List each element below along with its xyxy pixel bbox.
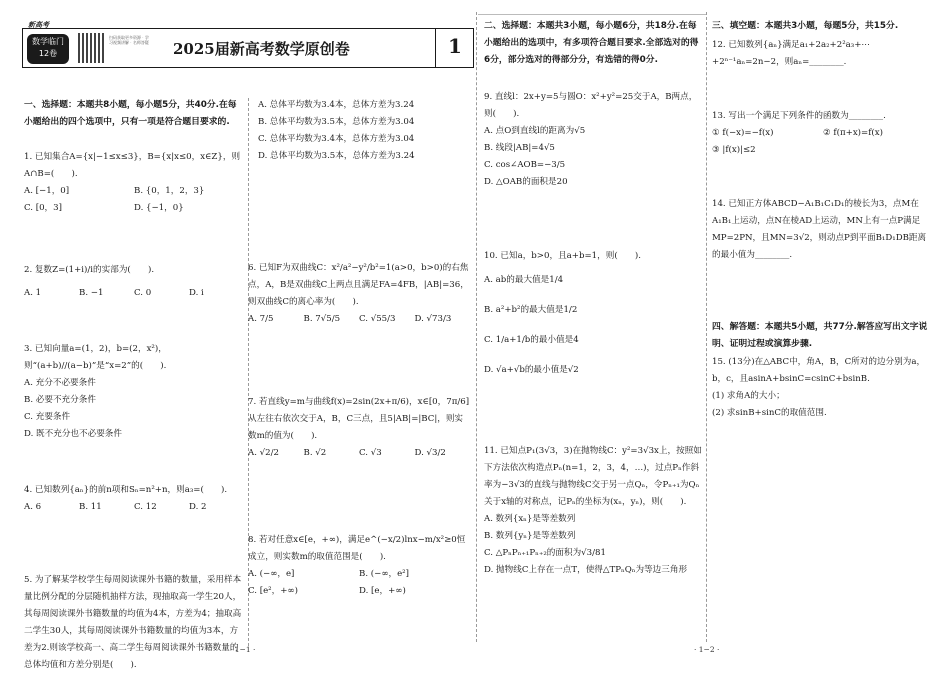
series-badge: 数学临门12卷 xyxy=(27,34,69,64)
q7-option-d[interactable]: D. √3/2 xyxy=(414,448,446,458)
q1-option-d[interactable]: D. {−1，0} xyxy=(134,203,184,213)
q4-option-d[interactable]: D. 2 xyxy=(189,502,207,512)
q12-stem: 12. 已知数列{aₙ}满足a₁+2a₂+2²a₃+⋯+2ⁿ⁻¹aₙ=2n−2，则aₙ=________. xyxy=(712,40,871,67)
question-6 xyxy=(248,260,470,328)
q6-option-c[interactable]: C. √55/3 xyxy=(359,314,396,324)
q7-stem: 7. 若直线y=m与曲线f(x)=2sin(2x+π/6)，x∈[0，7π/6]从左往右依次交于A，B，C三点，且5|AB|=|BC|，则实数m的值为( ). xyxy=(248,397,470,441)
q13-stem: 13. 写出一个满足下列条件的函数为________. xyxy=(712,111,886,121)
page-footer-right: · 1−2 · xyxy=(694,645,720,654)
q7-option-a[interactable]: A. √2/2 xyxy=(248,448,279,458)
question-9 xyxy=(484,89,702,191)
q1-option-b[interactable]: B. {0，1，2，3} xyxy=(134,186,205,196)
q9-option-d[interactable]: D. △OAB的面积是20 xyxy=(484,177,568,187)
question-5-options xyxy=(258,97,470,165)
q5-option-b[interactable]: B. 总体平均数为3.5本，总体方差为3.04 xyxy=(258,117,415,127)
brand-label: 新高考 xyxy=(28,21,49,29)
q6-option-d[interactable]: D. √73/3 xyxy=(414,314,452,324)
question-12 xyxy=(712,37,934,71)
q2-option-a[interactable]: A. 1 xyxy=(24,288,42,298)
question-8 xyxy=(248,532,470,600)
q11-option-b[interactable]: B. 数列{yₙ}是等差数列 xyxy=(484,531,576,541)
q3-stem: 3. 已知向量a=(1，2)，b=(2，x²)，则“(a+b)//(a−b)”是“x=2”的( ). xyxy=(24,344,167,371)
q5-stem: 5. 为了解某学校学生每周阅读课外书籍的数量，采用样本量比例分配的分层随机抽样方法，现抽取高一学生20人，其每周阅读课外书籍数量的均值为4本，方差为4；抽取高二学生30人，其每周阅读课外书籍数量的均值为3本，方差为2.则该学校高一、高二学生每周阅读课外书籍数量的总体均值和方差分别是( ). xyxy=(24,575,242,670)
q10-option-a[interactable]: A. ab的最大值是1/4 xyxy=(484,275,564,285)
q10-option-b[interactable]: B. a²+b²的最大值是1/2 xyxy=(484,305,578,315)
qr-code-icon xyxy=(78,33,104,63)
q10-option-c[interactable]: C. 1/a+1/b的最小值是4 xyxy=(484,335,579,345)
q10-option-d[interactable]: D. √a+√b的最小值是√2 xyxy=(484,365,579,375)
section1-heading: 一、选择题：本题共8小题，每小题5分，共40分.在每小题给出的四个选项中，只有一项是符合题目要求的. xyxy=(24,100,237,127)
q8-stem: 8. 若对任意x∈[e，+∞)，满足e^(−x/2)lnx−m/x²≥0恒成立，则实数m的取值范围是( ). xyxy=(248,535,466,562)
q8-option-a[interactable]: A. (−∞，e] xyxy=(248,569,295,579)
section3-heading: 三、填空题：本题共3小题，每题5分，共15分. xyxy=(712,21,899,31)
q9-option-c[interactable]: C. cos∠AOB=−3/5 xyxy=(484,160,566,170)
q8-option-c[interactable]: C. [e²，+∞) xyxy=(248,586,298,596)
q8-option-d[interactable]: D. [e，+∞) xyxy=(359,586,406,596)
section4-heading: 四、解答题：本题共5小题，共77分.解答应写出文字说明、证明过程或演算步骤. xyxy=(712,322,928,349)
qr-caption: 扫码获取更多资源 · 学习视频讲解 · 名师答疑 xyxy=(109,35,149,45)
question-3 xyxy=(24,341,244,443)
section3-heading-block xyxy=(712,18,934,35)
paper-header xyxy=(22,28,474,68)
question-14 xyxy=(712,196,934,264)
q4-option-b[interactable]: B. 11 xyxy=(79,502,102,512)
q8-option-b[interactable]: B. (−∞，e²] xyxy=(359,569,409,579)
q13-condition-1: ① f(−x)=−f(x) xyxy=(712,128,774,138)
q9-stem: 9. 直线l：2x+y=5与圆O：x²+y²=25交于A，B两点，则( ). xyxy=(484,92,698,119)
question-2 xyxy=(24,262,244,302)
q1-option-c[interactable]: C. [0，3] xyxy=(24,203,62,213)
q2-stem: 2. 复数Z=(1+i)/i的实部为( ). xyxy=(24,265,155,275)
page-divider xyxy=(476,12,477,642)
q2-option-c[interactable]: C. 0 xyxy=(134,288,152,298)
q3-option-a[interactable]: A. 充分不必要条件 xyxy=(24,378,96,388)
q9-option-a[interactable]: A. 点O到直线l的距离为√5 xyxy=(484,126,586,136)
q13-condition-2: ② f(π+x)=f(x) xyxy=(823,128,883,138)
q9-option-b[interactable]: B. 线段|AB|=4√5 xyxy=(484,143,555,153)
question-10 xyxy=(484,248,702,385)
q7-option-c[interactable]: C. √3 xyxy=(359,448,382,458)
q15-part-2: (2) 求sinB+sinC的取值范围. xyxy=(712,408,827,418)
q5-option-d[interactable]: D. 总体平均数为3.5本，总体方差为3.24 xyxy=(258,151,415,161)
section2-heading-block xyxy=(484,18,702,69)
q13-condition-3: ③ |f(x)|≤2 xyxy=(712,145,756,155)
page-footer-left: · 1−1 · xyxy=(230,645,256,654)
page-number: 1 xyxy=(448,34,462,58)
q1-option-a[interactable]: A. [−1，0] xyxy=(24,186,70,196)
q3-option-c[interactable]: C. 充要条件 xyxy=(24,412,71,422)
q3-option-b[interactable]: B. 必要不充分条件 xyxy=(24,395,96,405)
q5-option-a[interactable]: A. 总体平均数为3.4本，总体方差为3.24 xyxy=(258,100,415,110)
q11-option-c[interactable]: C. △PₙPₙ₊₁Pₙ₊₂的面积为√3/81 xyxy=(484,548,606,558)
section2-heading: 二、选择题：本题共3小题，每小题6分，共18分.在每小题给出的选项中，有多项符合题目要求.全部选对的得6分，部分选对的得部分分，有选错的得0分. xyxy=(484,21,699,65)
section1-heading-block xyxy=(24,97,244,131)
q3-option-d[interactable]: D. 既不充分也不必要条件 xyxy=(24,429,122,439)
q10-stem: 10. 已知a，b>0，且a+b=1，则( ). xyxy=(484,251,641,261)
q11-option-d[interactable]: D. 抛物线C上存在一点T，使得△TPₙQₙ为等边三角形 xyxy=(484,565,688,575)
q5-option-c[interactable]: C. 总体平均数为3.4本，总体方差为3.04 xyxy=(258,134,415,144)
q4-option-c[interactable]: C. 12 xyxy=(134,502,157,512)
q6-stem: 6. 已知F为双曲线C：x²/a²−y²/b²=1(a>0，b>0)的右焦点，A，B是双曲线C上两点且满足FA=4FB，|AB|=36，则双曲线C的离心率为( ). xyxy=(248,263,469,307)
q6-option-a[interactable]: A. 7/5 xyxy=(248,314,274,324)
q6-option-b[interactable]: B. 7√5/5 xyxy=(303,314,341,324)
q2-option-b[interactable]: B. −1 xyxy=(79,288,104,298)
q11-option-a[interactable]: A. 数列{xₙ}是等差数列 xyxy=(484,514,576,524)
q2-option-d[interactable]: D. i xyxy=(189,288,204,298)
column-divider xyxy=(706,12,707,642)
paper-title: 2025届新高考数学原创卷 xyxy=(173,40,350,58)
section4-heading-block xyxy=(712,319,934,353)
question-11 xyxy=(484,443,702,579)
q15-part-1: (1) 求角A的大小； xyxy=(712,391,785,401)
question-7 xyxy=(248,394,470,462)
question-13 xyxy=(712,108,934,159)
top-rule xyxy=(478,14,706,15)
question-1 xyxy=(24,149,244,217)
q1-stem: 1. 已知集合A={x|−1≤x≤3}，B={x|x≤0，x∈Z}，则A∩B=( ). xyxy=(24,152,241,179)
question-4 xyxy=(24,482,244,516)
q4-stem: 4. 已知数列{aₙ}的前n项和Sₙ=n²+n，则a₃=( ). xyxy=(24,485,228,495)
question-15 xyxy=(712,354,934,422)
q11-stem: 11. 已知点P₁(3√3，3)在抛物线C：y²=3√3x上，按照如下方法依次构造点Pₙ(n=1，2，3，4，…)，过点Pₙ作斜率为−3√3的直线与抛物线C交于另一点Qₙ，令Pₙ₊₁为Qₙ关于x轴的对称点，记Pₙ的坐标为(xₙ，yₙ)，则( ). xyxy=(484,446,702,507)
q14-stem: 14. 已知正方体ABCD−A₁B₁C₁D₁的棱长为3，点M在A₁B₁上运动，点N在棱AD上运动，MN上有一点P满足MP=2PN，且MN=3√2，则动点P到平面B₁D₁DB距离的最小值为________. xyxy=(712,199,927,260)
q15-stem: 15. (13分)在△ABC中，角A，B，C所对的边分别为a，b，c，且asinA+bsinC=csinC+bsinB. xyxy=(712,357,926,384)
q4-option-a[interactable]: A. 6 xyxy=(24,502,42,512)
q7-option-b[interactable]: B. √2 xyxy=(303,448,327,458)
